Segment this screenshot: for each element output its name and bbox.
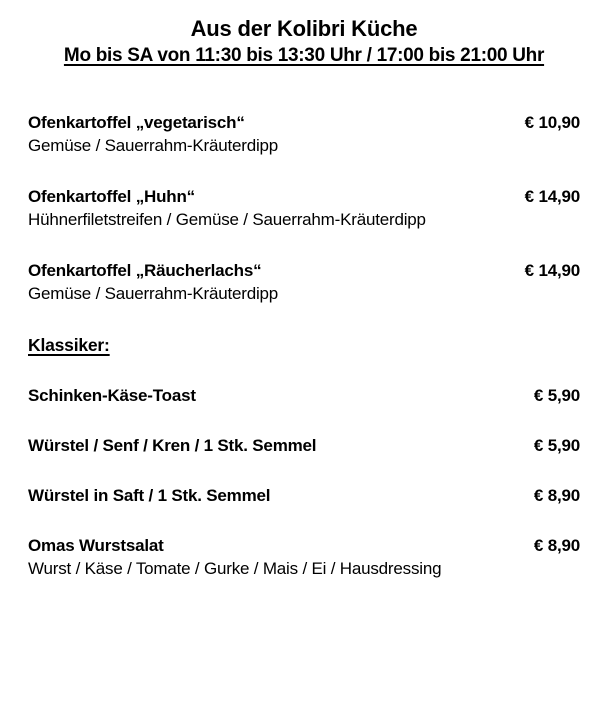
- item-name: Schinken-Käse-Toast: [28, 386, 196, 406]
- item-name: Würstel in Saft / 1 Stk. Semmel: [28, 486, 271, 506]
- opening-hours: Mo bis SA von 11:30 bis 13:30 Uhr / 17:00 bis 21:00 Uhr: [63, 45, 545, 67]
- item-name: Omas Wurstsalat: [28, 536, 164, 556]
- menu-item-wuerstel-in-saft: [28, 485, 580, 507]
- menu-item-ofenkartoffel-raeucherlachs: [28, 260, 580, 306]
- item-name: Ofenkartoffel „vegetarisch“: [28, 113, 245, 133]
- item-price: € 10,90: [524, 113, 580, 133]
- menu-item-ofenkartoffel-vegetarisch: [28, 112, 580, 158]
- item-name: Ofenkartoffel „Räucherlachs“: [28, 261, 262, 281]
- menu-list: [28, 112, 580, 581]
- item-price: € 5,90: [533, 386, 580, 406]
- section-heading-klassiker: Klassiker:: [28, 335, 110, 356]
- item-price: € 8,90: [533, 486, 580, 506]
- item-price: € 14,90: [524, 187, 580, 207]
- item-row: [28, 485, 580, 507]
- item-name: Würstel / Senf / Kren / 1 Stk. Semmel: [28, 436, 317, 456]
- menu-item-ofenkartoffel-huhn: [28, 186, 580, 232]
- item-row: [28, 112, 580, 134]
- item-row: [28, 385, 580, 407]
- item-row: [28, 260, 580, 282]
- item-description: Wurst / Käse / Tomate / Gurke / Mais / Ei / Hausdressing: [28, 559, 442, 579]
- item-price: € 8,90: [533, 536, 580, 556]
- item-name: Ofenkartoffel „Huhn“: [28, 187, 195, 207]
- item-description: Gemüse / Sauerrahm-Kräuterdipp: [28, 136, 279, 156]
- item-row: [28, 186, 580, 208]
- menu-item-schinken-kaese-toast: [28, 385, 580, 407]
- item-row: [28, 535, 580, 557]
- menu-item-wuerstel-senf-kren: [28, 435, 580, 457]
- item-price: € 5,90: [533, 436, 580, 456]
- item-description: Gemüse / Sauerrahm-Kräuterdipp: [28, 284, 279, 304]
- page-title: Aus der Kolibri Küche: [190, 16, 418, 41]
- item-description: Hühnerfiletstreifen / Gemüse / Sauerrahm-Kräuterdipp: [28, 210, 426, 230]
- item-price: € 14,90: [524, 261, 580, 281]
- item-row: [28, 435, 580, 457]
- menu-item-omas-wurstsalat: [28, 535, 580, 581]
